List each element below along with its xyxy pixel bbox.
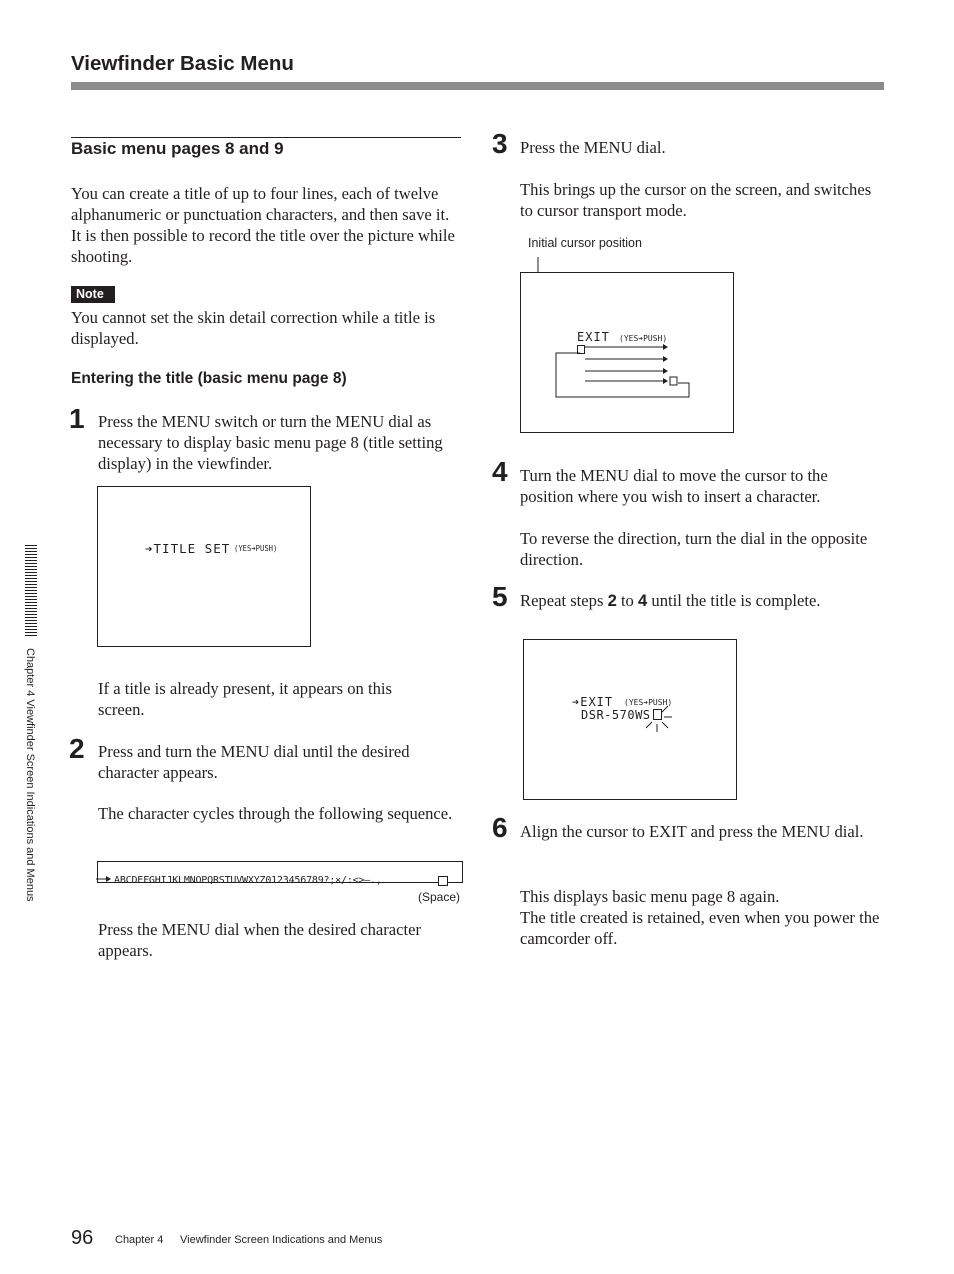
footer-chapter: Chapter 4	[115, 1234, 164, 1246]
screen-hint: (YES➔PUSH)	[624, 698, 673, 707]
step-2-number: 2	[69, 733, 85, 764]
arrow-right-icon	[96, 874, 114, 884]
step-5-text-post: until the title is complete.	[647, 591, 821, 610]
step-3-text2: This brings up the cursor on the screen, and switches to cursor transport mode.	[520, 180, 872, 220]
step-ref-2: 2	[607, 591, 617, 610]
viewfinder-screen-title-entered	[523, 639, 737, 800]
page-number: 96	[71, 1227, 94, 1249]
callout-label: Initial cursor position	[528, 236, 642, 250]
viewfinder-screen-title-set	[97, 486, 311, 647]
step-5-text-pre: Repeat steps	[520, 591, 608, 610]
page-title: Viewfinder Basic Menu	[71, 52, 294, 75]
step-2-text: Press and turn the MENU dial until the desired character appears.	[98, 742, 410, 782]
step-5-text-mid: to	[616, 591, 639, 610]
step-3-text: Press the MENU dial.	[520, 138, 666, 157]
screen-title-text: DSR-570WS	[581, 708, 651, 722]
step-1-text: Press the MENU switch or turn the MENU dial as necessary to display basic menu page 8 (title setting display) in the viewfinder.	[98, 412, 443, 473]
step-6-text: Align the cursor to EXIT and press the MENU dial.	[520, 822, 864, 841]
note-text: You cannot set the skin detail correction while a title is displayed.	[71, 308, 436, 348]
subheading: Entering the title (basic menu page 8)	[71, 370, 347, 387]
intro-paragraph: You can create a title of up to four lines, each of twelve alphanumeric or punctuation characters, and then save it. It is then possible to record the title over the picture while shooting.	[71, 184, 455, 266]
space-character-box	[438, 876, 448, 886]
character-sequence: ABCDEFGHIJKLMNOPQRSTUVWXYZ0123456789?;×/:<>–.,	[114, 875, 382, 886]
chapter-side-label: Chapter 4 Viewfinder Screen Indications and Menus	[24, 648, 36, 902]
step-2-text2: The character cycles through the following sequence.	[98, 804, 453, 823]
step-6-number: 6	[492, 812, 508, 843]
step-2-after: Press the MENU dial when the desired character appears.	[98, 920, 422, 960]
step-4-text2: To reverse the direction, turn the dial in the opposite direction.	[520, 529, 868, 569]
step-1-after: If a title is already present, it appears on this screen.	[98, 679, 392, 719]
blinking-cursor-icon	[640, 700, 674, 734]
screen-hint: (YES➔PUSH)	[619, 334, 668, 343]
section-title: Basic menu pages 8 and 9	[71, 139, 284, 158]
step-1-number: 1	[69, 403, 85, 434]
title-rule	[71, 82, 884, 90]
step-6-text3: The title created is retained, even when you power the camcorder off.	[520, 908, 880, 948]
note-label: Note	[71, 286, 115, 303]
screen-exit-label: ➔EXIT	[572, 695, 614, 709]
step-3-number: 3	[492, 128, 508, 159]
chapter-side-tab	[25, 545, 37, 638]
step-6-text2: This displays basic menu page 8 again.	[520, 887, 780, 906]
screen-hint: (YES➔PUSH)	[234, 544, 278, 553]
step-4-text: Turn the MENU dial to move the cursor to the position where you wish to insert a character.	[520, 466, 828, 506]
viewfinder-screen-cursor	[520, 272, 734, 433]
character-sequence-box	[97, 861, 463, 886]
title-lines-diagram	[521, 273, 733, 432]
step-5-number: 5	[492, 581, 508, 612]
space-label: (Space)	[418, 890, 461, 904]
step-5-text	[520, 590, 882, 611]
screen-menu-title: ➔TITLE SET	[145, 541, 231, 556]
step-4-number: 4	[492, 456, 508, 487]
step-ref-4: 4	[638, 591, 648, 610]
section-rule	[71, 137, 461, 138]
footer-chapter-title: Viewfinder Screen Indications and Menus	[180, 1234, 383, 1246]
screen-exit-label: EXIT	[577, 330, 610, 344]
